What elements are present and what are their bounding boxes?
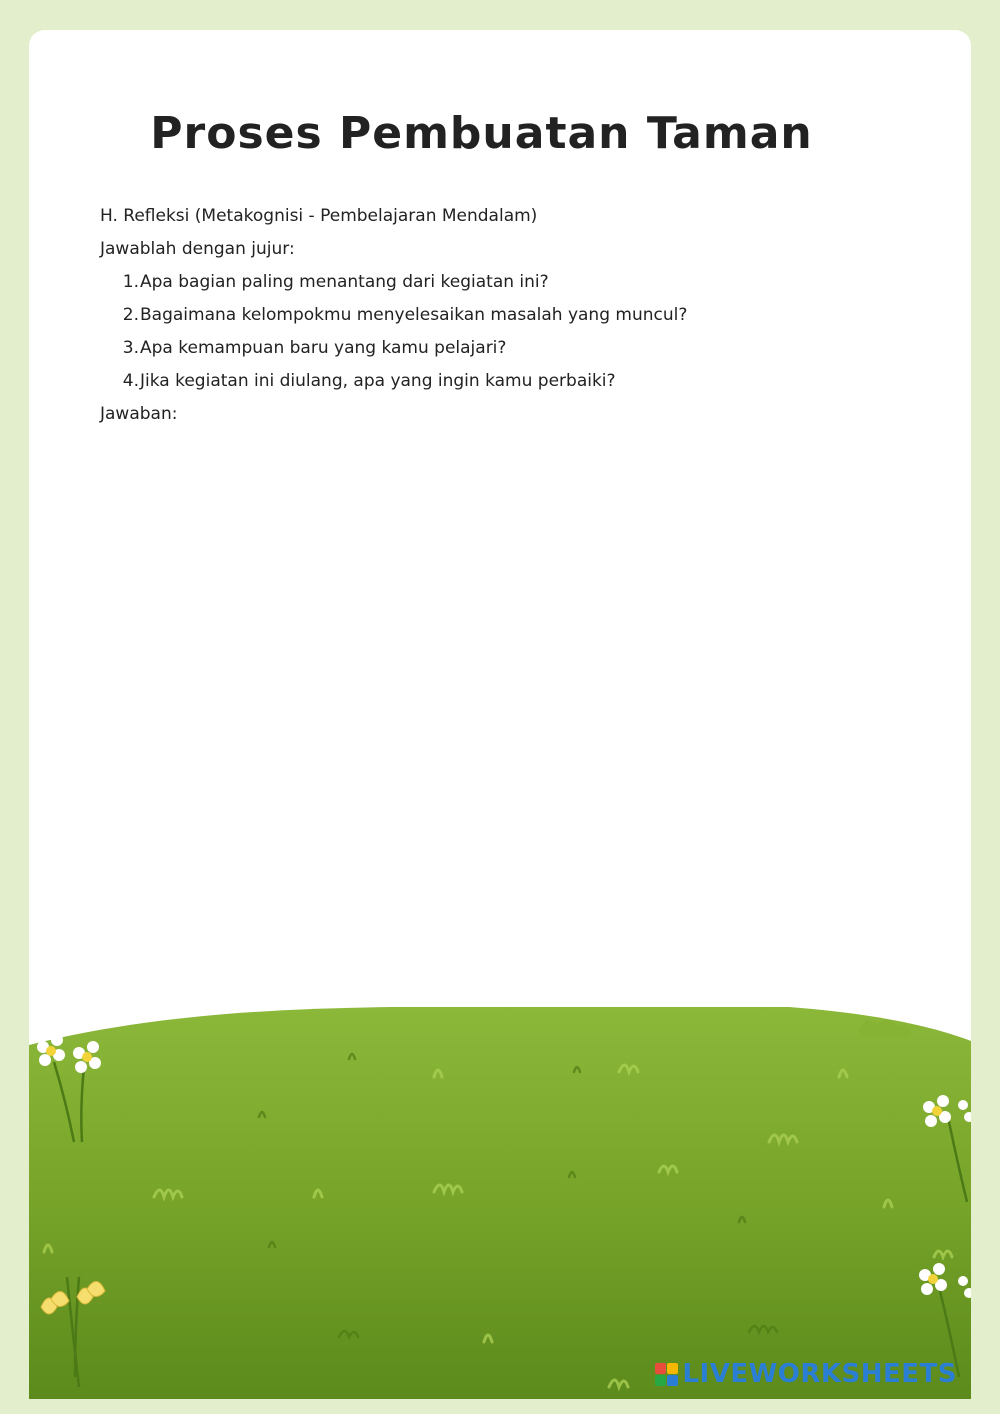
logo-square [667,1363,678,1374]
question-number: 3. [122,338,139,358]
question-number: 4. [122,371,139,391]
question-text: Bagaimana kelompokmu menyelesaikan masalah yang muncul? [140,305,688,325]
section-heading: H. Refleksi (Metakognisi - Pembelajaran Mendalam) [100,206,538,226]
question-number: 2. [122,305,139,325]
question-text: Apa kemampuan baru yang kamu pelajari? [140,338,507,358]
liveworksheets-logo-icon [655,1363,678,1386]
worksheet-page [29,30,971,1399]
question-item [100,266,920,299]
question-number: 1. [122,272,139,292]
page-title: Proses Pembuatan Taman [150,108,813,159]
brand-name: LIVEWORKSHEETS [682,1359,957,1389]
logo-square [667,1375,678,1386]
question-item [100,365,920,398]
logo-square [655,1363,666,1374]
question-text: Jika kegiatan ini diulang, apa yang ingin kamu perbaiki? [140,371,616,391]
question-list [100,266,920,398]
grass-hill-illustration [29,1007,971,1399]
logo-square [655,1375,666,1386]
instruction-text: Jawablah dengan jujur: [100,239,295,259]
reflection-section [100,200,920,431]
answer-label: Jawaban: [100,404,178,424]
liveworksheets-brand [655,1359,957,1389]
question-text: Apa bagian paling menantang dari kegiatan ini? [140,272,549,292]
question-item [100,332,920,365]
question-item [100,299,920,332]
